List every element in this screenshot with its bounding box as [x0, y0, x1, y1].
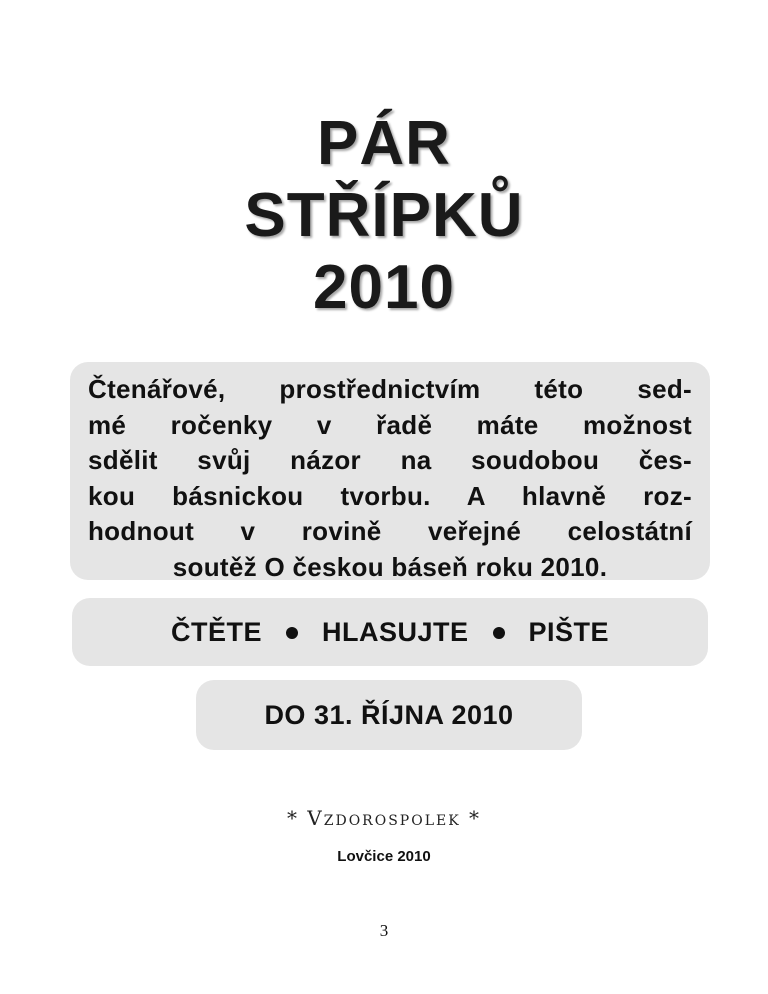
title-line-1: PÁR: [317, 109, 451, 178]
slogan-read: ČTĚTE: [170, 616, 262, 647]
deadline-text: DO 31. ŘÍJNA 2010: [264, 699, 514, 730]
bullet-dot-icon: [286, 627, 298, 639]
slogan-box: [72, 598, 708, 666]
page-number: 3: [379, 921, 389, 940]
intro-box: [70, 362, 710, 580]
intro-line: hodnout v rovině veřejné celostátní: [88, 516, 692, 546]
slogan-vote: HLASUJTE: [321, 616, 469, 647]
intro-line: mé ročenky v řadě máte možnost: [88, 409, 692, 440]
intro-line: Čtenářové, prostřednictvím této sed-: [88, 374, 692, 404]
slogan-write: PIŠTE: [528, 616, 610, 647]
bullet-dot-icon: [493, 627, 505, 639]
title-line-3: 2010: [313, 253, 455, 322]
intro-line: sdělit svůj názor na soudobou čes-: [88, 445, 692, 475]
book-title: [0, 108, 768, 324]
title-line-2: STŘÍPKŮ: [244, 181, 524, 250]
intro-line: kou básnickou tvorbu. A hlavně roz-: [88, 480, 692, 511]
publication-place-year: Lovčice 2010: [337, 848, 431, 865]
intro-line: soutěž O českou báseň roku 2010.: [172, 551, 608, 582]
publisher-name: * Vzdorospolek *: [286, 806, 482, 830]
deadline-box: [196, 680, 582, 750]
